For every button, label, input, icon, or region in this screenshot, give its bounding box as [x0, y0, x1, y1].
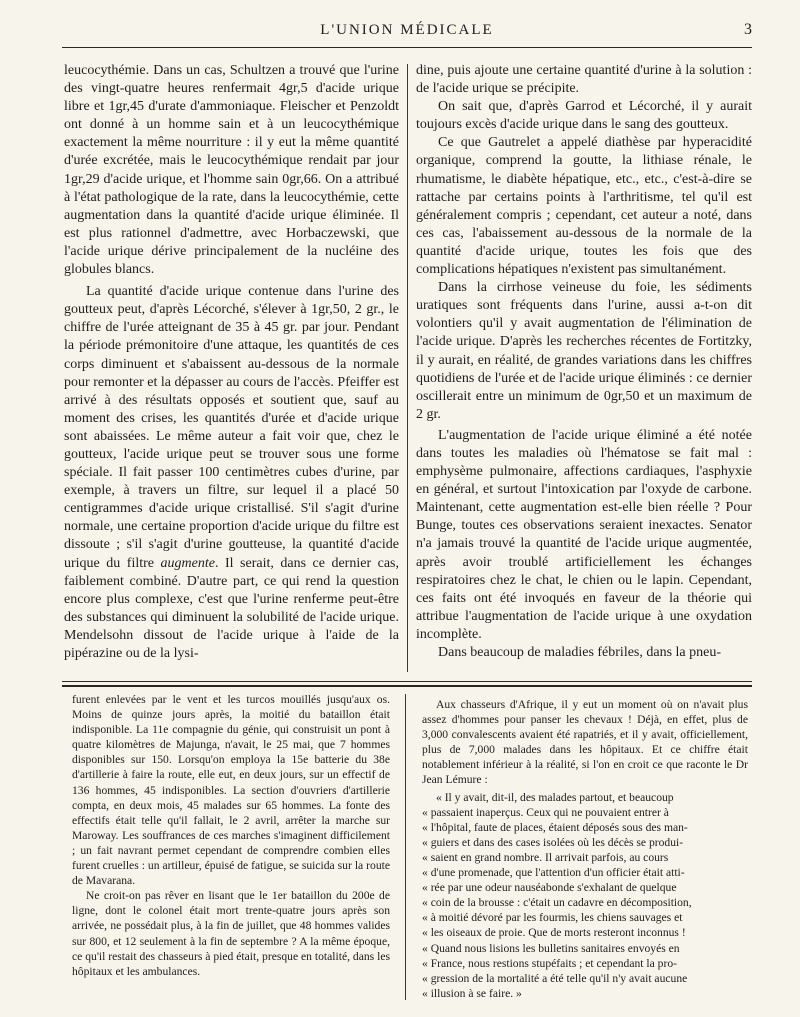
paragraph: dine, puis ajoute une certaine quantité d'urine à la solution : de l'acide urique se précipite.	[416, 63, 752, 97]
page-number: 3	[744, 21, 752, 38]
quote-line: « passaient inaperçus. Ceux qui ne pouvaient entrer à	[422, 805, 669, 819]
paragraph: Dans la cirrhose veineuse du foie, les sédiments uratiques sont fréquents dans l'urine, aussi a-t-on dit volontiers qu'il y avait augmentation de l'élimination de l'acide urique. D'après les recherches récentes de Fortitzky, il y aurait, en réalité, de grandes variations dans les chiffres quotidiens de l'urée et de l'acide urique éliminés : ce dernier oscillerait entre un minimum de 0gr,50 et un maximum de 2 gr.	[416, 280, 752, 422]
quote-line: « à moitié dévoré par les fourmis, les chiens sauvages et	[422, 911, 683, 925]
feuilleton-divider	[405, 694, 406, 1000]
header-rule	[62, 47, 752, 48]
paragraph: On sait que, d'après Garrod et Lécorché, il y aurait toujours excès d'acide urique dans le sang des goutteux.	[416, 99, 752, 133]
running-title: L'UNION MÉDICALE	[320, 22, 494, 38]
quotation	[422, 790, 748, 1001]
page-header	[62, 18, 752, 42]
quote-line: « saient en grand nombre. Il arrivait parfois, au cours	[422, 850, 669, 864]
feuilleton-paragraph: furent enlevées par le vent et les turcos mouillés jusqu'aux os. Moins de quinze jours après, la moitié du bataillon était indisponible. La 11e compagnie du génie, qui construisit un pont à quatre kilomètres de Majunga, n'avait, le 25 mai, que 7 hommes disponibles sur 150. Lorsqu'on employa la 15e batterie du 38e d'artillerie à faire la route, elle eut, en deux jours, sur un effectif de 136 hommes, 45 indisponibles. La section d'ouvriers d'artillerie compta, en deux mois, 45 malades sur 65 hommes. La fonte des effectifs était telle qu'il fallait, le 2 avril, arrêter la marche sur Maroway. Les souffrances de ces marches s'imaginent difficilement ; un fait navrant permet cependant de comprendre combien elles furent cruelles : un artilleur, épuisé de fatigue, se suicida sur la route de Mavarana.	[72, 693, 390, 888]
quote-line: « gression de la mortalité a été telle qu'il n'y avait aucune	[422, 971, 688, 985]
quote-line: « rée par une odeur nauséabonde s'exhalant de quelque	[422, 881, 677, 895]
feuilleton-paragraph: Ne croit-on pas rêver en lisant que le 1er bataillon du 200e de ligne, dont le colonel était mort trente-quatre jours après son arrivée, ne possédait plus, à la fin de juillet, que 48 hommes valides sur 800, et 12 seulement à la fin de septembre ? A la même époque, ce qu'il restait des chasseurs à pied était, presque en totalité, dans les hôpitaux et les ambulances.	[72, 889, 390, 978]
quote-line: « d'une promenade, que l'attention d'un officier était atti-	[422, 866, 685, 880]
quote-line: « coin de la brousse : c'était un cadavre en décomposition,	[422, 896, 692, 910]
column-divider	[407, 64, 408, 672]
quote-line: « Il y avait, dit-il, des malades partout, et beaucoup	[436, 790, 674, 804]
main-column-right	[416, 62, 752, 662]
paragraph: leucocythémie. Dans un cas, Schultzen a trouvé que l'urine des vingt-quatre heures renfermait 4gr,5 d'acide urique libre et 1gr,45 d'urate d'ammoniaque. Fleischer et Penzoldt ont donné à un homme sain et à un leucocythémique exactement la même nourriture : il y eut la même quantité d'urée excrétée, mais le leucocythémique rendait par jour 1gr,29 d'acide urique, et l'homme sain 0gr,66. On a attribué à l'état pathologique de la rate, dans la leucocythémie, cette augmentation dans la quantité d'acide urique éliminée. Il est plus rationnel d'admettre, avec Horbaczewski, que l'acide urique dérive principalement de la nucléine des globules blancs.	[64, 63, 399, 278]
quote-line: « les oiseaux de proie. Que de morts resteront inconnus !	[422, 926, 686, 940]
feuilleton-rule	[62, 685, 752, 687]
paragraph	[64, 283, 399, 663]
paragraph-text: La quantité d'acide urique contenue dans l'urine des goutteux peut, d'après Lécorché, s'élever à 1gr,50, 2 gr., le chiffre de l'urée atteignant de 35 à 45 gr. par jour. Pendant la période prémonitoire d'une attaque, les quantités de ces corps diminuent et s'abaissent au-dessous de la normale pour remonter et la dépasser au cours de l'accès. Pfeiffer est arrivé à des résultats opposés et soutient que, sauf au moment des crises, les quantités d'urée et d'acide urique sont abaissées. Le même auteur a fait voir que, chez le goutteux, l'acide urique peut se trouver sous une forme spéciale. Il fait passer 100 centimètres cubes d'urine, par exemple, à travers un filtre, sur lequel il a placé 50 centigrammes d'acide urique cristallisé. S'il s'agit d'urine normale, une certaine proportion d'acide urique du filtre est dissoute ; s'il s'agit d'urine goutteuse, la quantité d'acide urique du filtre	[64, 284, 399, 571]
emphasis-text: augmente	[160, 555, 215, 571]
feuilleton-paragraph: Aux chasseurs d'Afrique, il y eut un moment où on n'avait plus assez d'hommes pour panser les chevaux ! Déjà, en effet, plus de 3,000 convalescents avaient été rapatriés, et il y avait, officiellement, plus de 7,000 malades dans les hôpitaux. Et ce chiffre était notablement inférieur à la réalité, si l'on en croit ce que raconte le Dr Jean Lémure :	[422, 698, 748, 787]
quote-line: « Quand nous lisions les bulletins sanitaires envoyés en	[422, 941, 680, 955]
main-column-left	[64, 62, 399, 663]
quote-line: « l'hôpital, faute de places, étaient déposés sous des man-	[422, 820, 688, 834]
quote-line: « France, nous restions stupéfaits ; et cependant la pro-	[422, 956, 677, 970]
paragraph: L'augmentation de l'acide urique éliminé a été notée dans toutes les maladies où l'hématose se fait mal : emphysème pulmonaire, affections cardiaques, l'asphyxie en général, et surtout l'intoxication par l'oxyde de carbone. Maintenant, cette augmentation est-elle bien réelle ? Pour Bunge, toutes ces observations seraient inexactes. Senator n'a jamais trouvé la quantité de l'acide urique augmentée, après avoir troublé artificiellement les échanges respiratoires chez le chat, le chien ou le lapin. Cependant, ces faits ont été invoqués en faveur de la théorie qui attribue l'augmentation de l'acide urique à une oxydation incomplète.	[416, 427, 752, 642]
paragraph: Dans beaucoup de maladies fébriles, dans la pneu-	[438, 645, 722, 660]
paragraph-text: . Il serait, dans ce dernier cas, faiblement combiné. D'autre part, ce qui rend la question encore plus complexe, c'est que l'urine renferme peut-être des substances qui diminuent la solubilité de l'acide urique. Mendelsohn dissout de l'acide urique à l'aide de la pipérazine ou de la lysi-	[64, 555, 399, 661]
quote-line: « guiers et dans des cases isolées où les décès se produi-	[422, 835, 684, 849]
quote-line: « illusion à se faire. »	[422, 986, 522, 1000]
feuilleton-column-right	[422, 697, 748, 1001]
feuilleton-column-left	[72, 692, 390, 979]
feuilleton-rule	[62, 681, 752, 682]
paragraph: Ce que Gautrelet a appelé diathèse par hyperacidité organique, comprend la goutte, la lithiase rénale, le rhumatisme, le diabète hépatique, etc., etc., c'est-à-dire se rattache par certains points à l'arthritisme, tel qu'il est généralement compris ; cependant, cet auteur a noté, dans ces cas, l'abaissement au-dessous de la normale de la quantité d'acide urique, toutes les fois que des complications hépatiques n'existent pas simultanément.	[416, 135, 752, 278]
